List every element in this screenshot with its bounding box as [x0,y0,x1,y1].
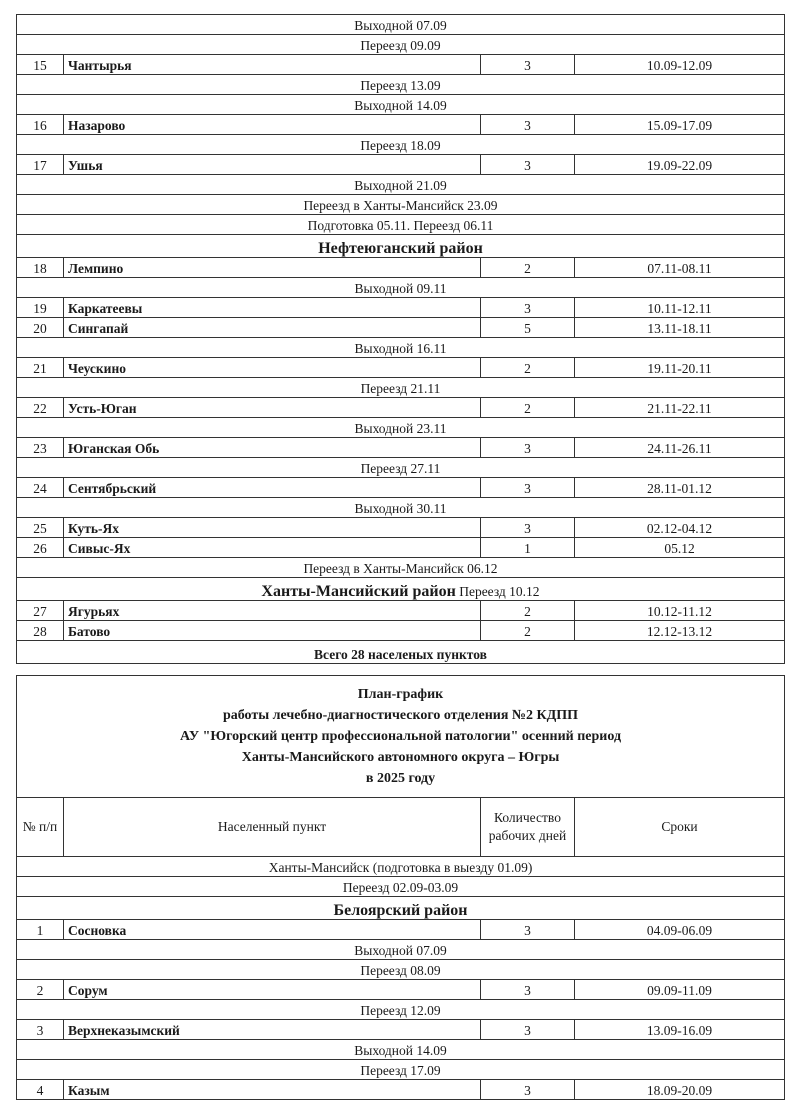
header-number: № п/п [17,798,64,857]
row-number: 19 [17,298,64,318]
row-number: 3 [17,1020,64,1040]
date-range: 10.12-11.12 [575,601,785,621]
table-row [17,258,785,278]
date-range: 13.09-16.09 [575,1020,785,1040]
date-range: 24.11-26.11 [575,438,785,458]
note-row [17,458,785,478]
note-row [17,857,785,877]
table-row [17,358,785,378]
settlement-name: Сингапай [64,318,481,338]
settlement-name: Чантырья [64,55,481,75]
working-days: 3 [481,920,575,940]
table-row [17,621,785,641]
document-title [17,676,785,798]
title-line: План-график [357,687,444,702]
note-row [17,378,785,398]
schedule-table-autumn [16,675,785,1100]
schedule-note: Переезд 13.09 [17,75,785,95]
schedule-note: Переезд 18.09 [17,135,785,155]
schedule-note: Выходной 07.09 [17,15,785,35]
settlement-name: Назарово [64,115,481,135]
date-range: 15.09-17.09 [575,115,785,135]
row-number: 1 [17,920,64,940]
date-range: 12.12-13.12 [575,621,785,641]
district-title [17,578,785,601]
row-number: 27 [17,601,64,621]
settlement-name: Усть-Юган [64,398,481,418]
title-line: в 2025 году [365,771,436,786]
working-days: 2 [481,358,575,378]
note-row [17,418,785,438]
working-days: 2 [481,398,575,418]
settlement-name: Лемпино [64,258,481,278]
district-title [17,235,785,258]
schedule-table-continued [16,14,785,664]
settlement-name: Сивыс-Ях [64,538,481,558]
schedule-note: Переезд 09.09 [17,35,785,55]
table-row [17,518,785,538]
title-line: АУ "Югорский центр профессиональной патологии" осенний период [179,729,622,744]
working-days: 3 [481,298,575,318]
schedule-note: Переезд 17.09 [17,1060,785,1080]
schedule-note: Переезд в Ханты-Мансийск 23.09 [17,195,785,215]
table-row [17,318,785,338]
settlement-name: Юганская Обь [64,438,481,458]
row-number: 15 [17,55,64,75]
date-range: 02.12-04.12 [575,518,785,538]
row-number: 18 [17,258,64,278]
working-days: 3 [481,438,575,458]
table-row [17,55,785,75]
row-number: 24 [17,478,64,498]
table-row [17,115,785,135]
settlement-name: Верхнеказымский [64,1020,481,1040]
settlement-name: Ушья [64,155,481,175]
date-range: 19.09-22.09 [575,155,785,175]
row-number: 17 [17,155,64,175]
note-row [17,1060,785,1080]
table-row [17,398,785,418]
schedule-note: Переезд 27.11 [17,458,785,478]
date-range: 19.11-20.11 [575,358,785,378]
column-header-row [17,798,785,857]
district-name: Нефтеюганский район [318,240,483,257]
row-number: 4 [17,1080,64,1100]
table-row [17,1020,785,1040]
working-days: 3 [481,155,575,175]
total-row [17,641,785,664]
row-number: 20 [17,318,64,338]
title-line: Ханты-Мансийского автономного округа – Югры [241,750,560,765]
note-row [17,338,785,358]
document-title-row [17,676,785,798]
table-row [17,601,785,621]
date-range: 10.09-12.09 [575,55,785,75]
district-title [17,897,785,920]
working-days: 3 [481,115,575,135]
district-header-row [17,897,785,920]
note-row [17,558,785,578]
header-dates: Сроки [575,798,785,857]
settlement-name: Сентябрьский [64,478,481,498]
schedule-note: Выходной 21.09 [17,175,785,195]
district-name: Ханты-Мансийский район [261,583,456,600]
working-days: 2 [481,621,575,641]
date-range: 10.11-12.11 [575,298,785,318]
district-header-row [17,235,785,258]
note-row [17,175,785,195]
note-row [17,498,785,518]
table-row [17,298,785,318]
note-row [17,35,785,55]
row-number: 26 [17,538,64,558]
district-header-row [17,578,785,601]
schedule-note: Выходной 14.09 [17,1040,785,1060]
schedule-note: Выходной 07.09 [17,940,785,960]
table-row [17,538,785,558]
row-number: 21 [17,358,64,378]
settlement-name: Каркатеевы [64,298,481,318]
note-row [17,877,785,897]
date-range: 04.09-06.09 [575,920,785,940]
note-row [17,195,785,215]
schedule-note: Переезд 21.11 [17,378,785,398]
schedule-note: Переезд 02.09-03.09 [17,877,785,897]
settlement-name: Куть-Ях [64,518,481,538]
table-row [17,980,785,1000]
table-row [17,438,785,458]
table-row [17,920,785,940]
district-note: Переезд 10.12 [455,584,540,599]
schedule-note: Выходной 16.11 [17,338,785,358]
district-name: Белоярский район [333,902,468,919]
total-text: Всего 28 населеных пунктов [17,641,785,664]
schedule-note: Подготовка 05.11. Переезд 06.11 [17,215,785,235]
note-row [17,15,785,35]
date-range: 21.11-22.11 [575,398,785,418]
note-row [17,95,785,115]
note-row [17,1000,785,1020]
note-row [17,75,785,95]
schedule-note: Переезд в Ханты-Мансийск 06.12 [17,558,785,578]
working-days: 2 [481,258,575,278]
row-number: 16 [17,115,64,135]
schedule-note: Выходной 30.11 [17,498,785,518]
row-number: 28 [17,621,64,641]
date-range: 07.11-08.11 [575,258,785,278]
working-days: 3 [481,1080,575,1100]
date-range: 28.11-01.12 [575,478,785,498]
working-days: 3 [481,1020,575,1040]
working-days: 3 [481,980,575,1000]
settlement-name: Сорум [64,980,481,1000]
schedule-note: Выходной 14.09 [17,95,785,115]
table-row [17,1080,785,1100]
title-line: работы лечебно-диагностического отделения №2 КДПП [222,708,579,723]
working-days: 2 [481,601,575,621]
date-range: 18.09-20.09 [575,1080,785,1100]
settlement-name: Батово [64,621,481,641]
settlement-name: Ягурьях [64,601,481,621]
header-days: Количество рабочих дней [481,798,575,857]
date-range: 13.11-18.11 [575,318,785,338]
working-days: 1 [481,538,575,558]
schedule-note: Выходной 23.11 [17,418,785,438]
settlement-name: Казым [64,1080,481,1100]
header-place: Населенный пункт [64,798,481,857]
table-row [17,478,785,498]
row-number: 2 [17,980,64,1000]
note-row [17,1040,785,1060]
working-days: 3 [481,55,575,75]
row-number: 25 [17,518,64,538]
settlement-name: Сосновка [64,920,481,940]
date-range: 05.12 [575,538,785,558]
schedule-note: Ханты-Мансийск (подготовка в выезду 01.09) [17,857,785,877]
note-row [17,278,785,298]
schedule-note: Переезд 08.09 [17,960,785,980]
working-days: 3 [481,518,575,538]
table-row [17,155,785,175]
settlement-name: Чеускино [64,358,481,378]
row-number: 22 [17,398,64,418]
working-days: 3 [481,478,575,498]
date-range: 09.09-11.09 [575,980,785,1000]
schedule-note: Выходной 09.11 [17,278,785,298]
working-days: 5 [481,318,575,338]
note-row [17,135,785,155]
note-row [17,940,785,960]
note-row [17,960,785,980]
row-number: 23 [17,438,64,458]
schedule-note: Переезд 12.09 [17,1000,785,1020]
note-row [17,215,785,235]
